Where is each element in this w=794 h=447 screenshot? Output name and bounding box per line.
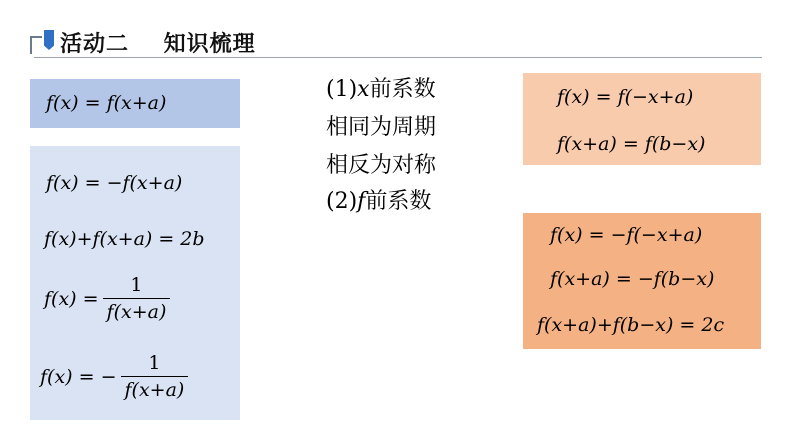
central-symmetry-formula-3: f(x+a)+f(b−x) = 2c	[537, 314, 725, 336]
note-index-2: (2)	[326, 189, 358, 214]
note-variable-f: f	[357, 189, 366, 214]
bookmark-icon	[44, 30, 54, 50]
formula-negative-shift: f(x) = −f(x+a)	[46, 172, 183, 194]
formula-sum-constant: f(x)+f(x+a) = 2b	[44, 228, 205, 250]
periodic-formula	[46, 92, 166, 114]
formula-lhs: f(x)	[46, 92, 79, 114]
symmetry-formula-2: f(x+a) = f(b−x)	[557, 133, 706, 155]
section-title: 活动二 知识梳理	[60, 32, 256, 57]
note-text-1: 前系数	[369, 77, 436, 102]
reciprocal-fraction	[103, 274, 171, 323]
note-line-2: 相同为周期	[326, 115, 437, 140]
neg-reciprocal-lhs: f(x) = −	[40, 365, 117, 388]
note-line-3: 相反为对称	[326, 153, 437, 178]
fraction-denominator: f(x+a)	[121, 376, 189, 401]
fraction-numerator: 1	[148, 352, 161, 374]
formula-rhs: f(x+a)	[106, 92, 167, 114]
header-bracket-decoration	[30, 36, 42, 54]
note-variable-x: x	[357, 77, 370, 102]
fraction-numerator: 1	[130, 274, 143, 296]
central-symmetry-formula-1: f(x) = −f(−x+a)	[550, 224, 703, 246]
header-divider	[34, 57, 762, 58]
fraction-denominator: f(x+a)	[103, 298, 171, 323]
note-index-1: (1)	[326, 77, 358, 102]
formula-equals: =	[78, 92, 107, 114]
note-line-4	[326, 184, 431, 215]
formula-negative-reciprocal	[40, 352, 188, 401]
section-header	[0, 0, 794, 60]
neg-reciprocal-fraction	[121, 352, 189, 401]
formula-reciprocal	[44, 274, 170, 323]
note-line-1	[326, 72, 436, 103]
reciprocal-lhs: f(x) =	[44, 287, 99, 310]
central-symmetry-formula-2: f(x+a) = −f(b−x)	[550, 268, 715, 290]
note-text-4: 前系数	[365, 189, 432, 214]
symmetry-formula-1: f(x) = f(−x+a)	[557, 86, 694, 108]
